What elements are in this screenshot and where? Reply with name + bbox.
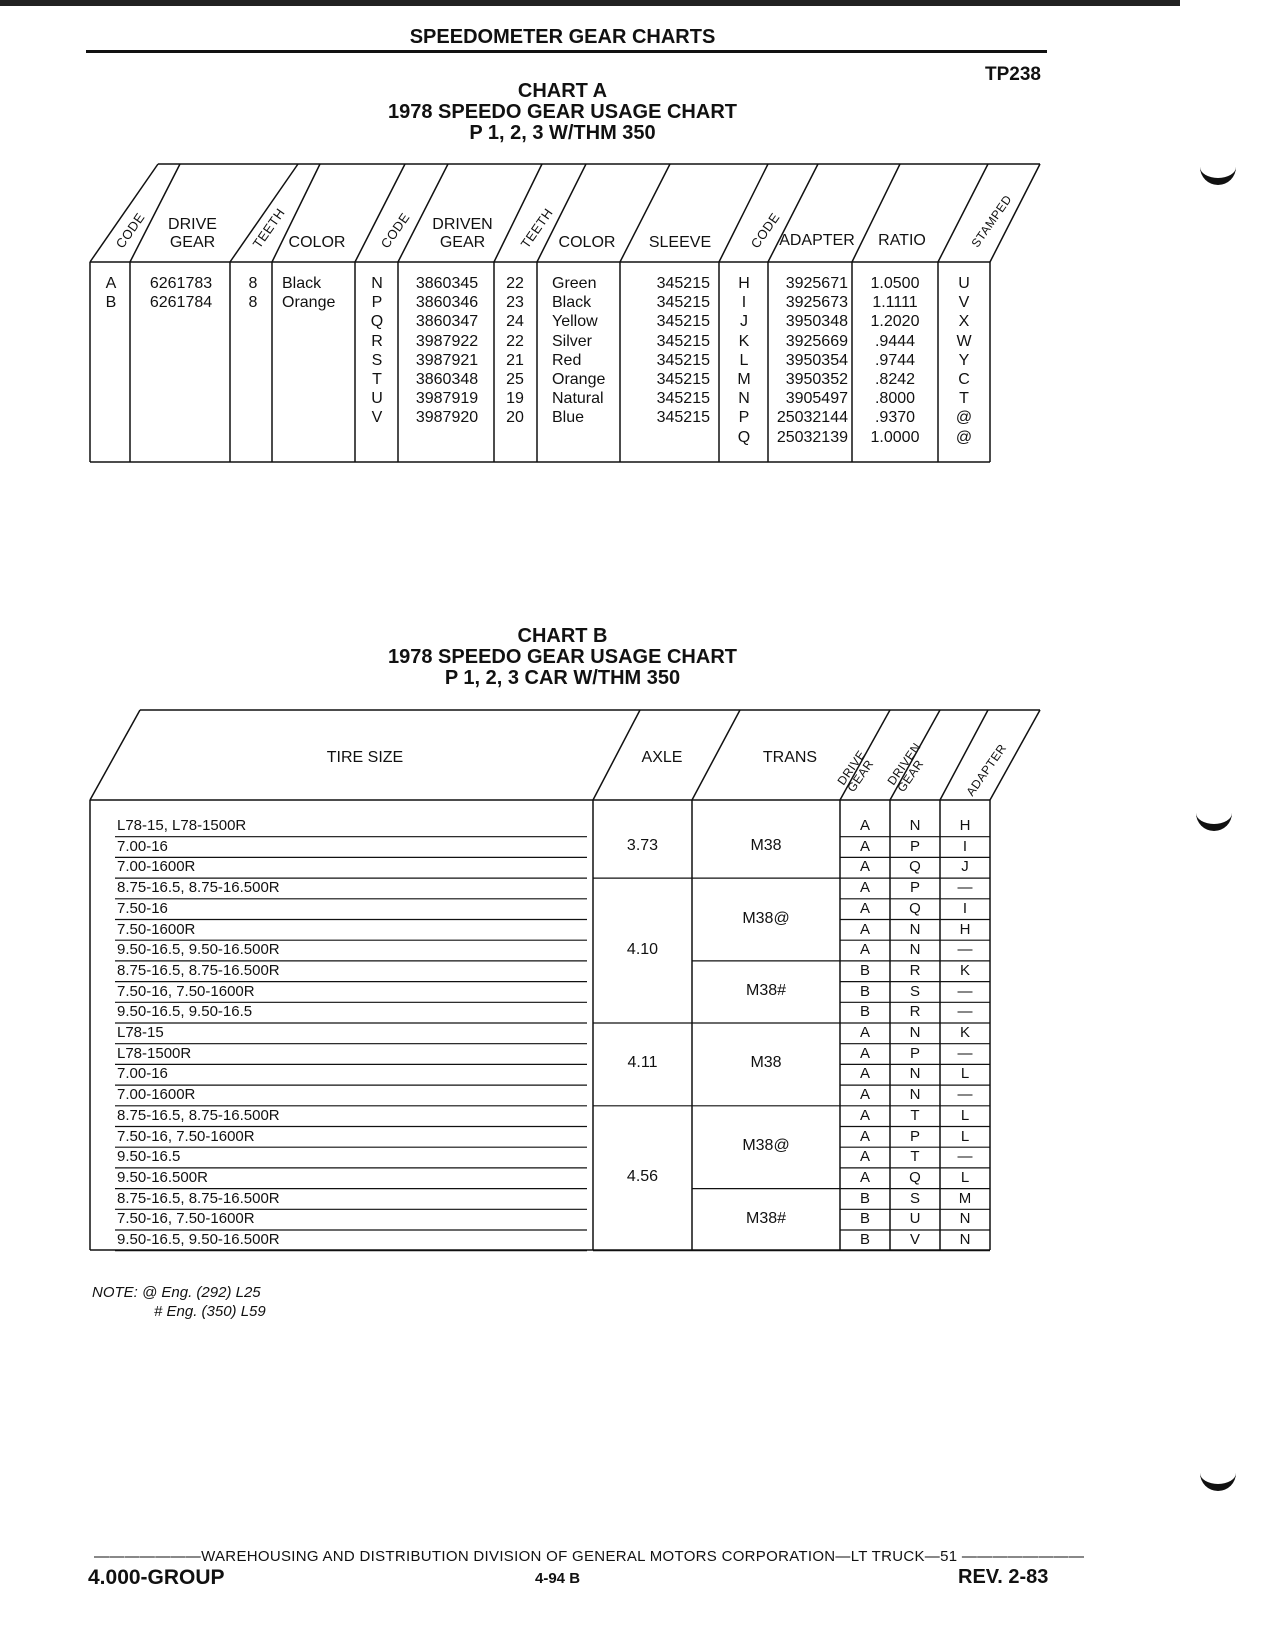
table-row-tire-size: L78-1500R: [117, 1044, 192, 1062]
table-cell-adapter: —: [957, 1003, 973, 1021]
chart-b-subtitle-1: 1978 SPEEDO GEAR USAGE CHART: [388, 646, 737, 668]
table-row-tire-size: 8.75-16.5, 8.75-16.500R: [117, 879, 280, 897]
chart-b-header-axle: AXLE: [641, 749, 683, 766]
table-cell-adapter: N: [959, 1210, 971, 1228]
footer-rev: REV. 2-83: [958, 1566, 1049, 1588]
trans-group: M38#: [745, 981, 787, 999]
table-cell-drive: A: [859, 1044, 870, 1062]
chart-a-header-code-drive: CODE: [112, 209, 148, 251]
table-cell-adapter: L: [960, 1106, 970, 1124]
table-cell-drive: A: [859, 858, 870, 876]
chart-b-header-drive-gear: DRIVE GEAR: [834, 747, 877, 795]
trans-group: M38@: [742, 909, 790, 927]
table-row-tire-size: 7.50-16, 7.50-1600R: [117, 1210, 255, 1228]
table-cell-adapter: M: [958, 1189, 972, 1207]
table-cell-drive: B: [859, 982, 870, 1000]
table-cell-adapter: —: [957, 1044, 973, 1062]
chart-a-header-ratio: RATIO: [878, 232, 926, 249]
table-cell-drive: B: [859, 1003, 870, 1021]
trans-group: M38#: [745, 1209, 787, 1227]
page-title: SPEEDOMETER GEAR CHARTS: [409, 26, 716, 48]
table-cell-adapter: K: [959, 1024, 970, 1041]
table-cell-driven: T: [910, 1148, 920, 1166]
table-row-tire-size: 7.00-1600R: [117, 1086, 196, 1104]
chart-b-subtitle-2: P 1, 2, 3 CAR W/THM 350: [444, 667, 681, 689]
table-cell-adapter: L: [960, 1168, 970, 1186]
chart-a-header-teeth-driven: TEETH: [517, 205, 556, 251]
chart-a-header-adapter: ADAPTER: [779, 232, 855, 249]
chart-a-drive-teeth: 8 8: [248, 275, 258, 312]
table-row-tire-size: 9.50-16.5, 9.50-16.500R: [117, 1231, 280, 1248]
table-cell-driven: S: [909, 982, 920, 1000]
chart-a-sleeve: 345215 345215 345215 345215 345215 345215 345215 345215: [656, 275, 710, 427]
table-cell-driven: R: [909, 1003, 921, 1021]
table-cell-adapter: L: [960, 1127, 970, 1145]
table-row-tire-size: 9.50-16.5, 9.50-16.5: [117, 1003, 253, 1021]
table-cell-driven: N: [909, 1065, 921, 1083]
trans-group: M38: [750, 1054, 782, 1072]
chart-b-header-trans: TRANS: [762, 749, 818, 766]
table-cell-driven: P: [909, 1127, 920, 1145]
table-cell-driven: N: [909, 817, 921, 834]
table-cell-drive: A: [859, 1148, 870, 1166]
table-cell-driven: Q: [909, 1168, 921, 1186]
table-row-tire-size: 8.75-16.5, 8.75-16.500R: [117, 1189, 280, 1207]
chart-a-ratio: 1.0500 1.1111 1.2020 .9444 .9744 .8242 .8000 .9370 1.0000: [870, 275, 920, 446]
table-cell-drive: A: [859, 837, 870, 855]
table-cell-driven: T: [910, 1106, 920, 1124]
chart-a-header-color-driven: COLOR: [558, 234, 616, 251]
chart-a-header-teeth-drive: TEETH: [249, 205, 288, 251]
trans-group: M38@: [742, 1137, 790, 1155]
chart-b-header-adapter: ADAPTER: [963, 741, 1010, 799]
table-row-tire-size: L78-15, L78-1500R: [117, 817, 247, 834]
table-cell-driven: Q: [909, 858, 921, 876]
axle-group: 4.11: [627, 1054, 658, 1072]
table-row-tire-size: 9.50-16.500R: [117, 1168, 208, 1186]
chart-a-header-code-driven: CODE: [377, 209, 413, 251]
table-cell-drive: B: [859, 961, 870, 979]
chart-a-header-stamped: STAMPED: [968, 192, 1015, 250]
table-row-tire-size: L78-15: [117, 1024, 164, 1041]
chart-a-adapter-code: H I J K L M N P Q: [737, 275, 751, 446]
table-cell-driven: P: [909, 1044, 920, 1062]
table-row-tire-size: 9.50-16.5, 9.50-16.500R: [117, 941, 280, 959]
table-cell-drive: A: [859, 1168, 870, 1186]
table-cell-adapter: I: [962, 899, 968, 917]
doc-code: TP238: [985, 64, 1041, 85]
table-cell-drive: B: [859, 1210, 870, 1228]
table-cell-drive: A: [859, 920, 870, 938]
table-cell-drive: A: [859, 899, 870, 917]
chart-a-driven-teeth: 22 23 24 22 21 25 19 20: [506, 275, 524, 427]
chart-a-header-sleeve: SLEEVE: [648, 234, 712, 251]
table-cell-drive: A: [859, 1086, 870, 1104]
table-cell-adapter: I: [962, 837, 968, 855]
chart-a-driven-color: Green Black Yellow Silver Red Orange Natural Blue: [552, 275, 606, 427]
chart-b-header-tire-size: TIRE SIZE: [326, 749, 404, 766]
table-cell-adapter: N: [959, 1231, 971, 1248]
chart-b-title: CHART B: [517, 625, 608, 647]
trans-group: M38: [750, 837, 782, 855]
table-row-tire-size: 7.50-16: [117, 899, 168, 917]
chart-a-header-driven-gear: DRIVEN GEAR: [432, 216, 493, 251]
table-cell-drive: A: [859, 817, 870, 834]
chart-a-header-code-adapter: CODE: [747, 209, 783, 251]
table-cell-driven: Q: [909, 899, 921, 917]
note-line-2: # Eng. (350) L59: [154, 1303, 266, 1320]
chart-a-driven-code: N P Q R S T U V: [370, 275, 384, 427]
table-cell-drive: A: [859, 1106, 870, 1124]
table-cell-adapter: K: [959, 961, 970, 979]
table-cell-drive: A: [859, 941, 870, 959]
table-row-tire-size: 7.00-16: [117, 837, 168, 855]
chart-a-adapter-part: 3925671 3925673 3950348 3925669 3950354 3950352 3905497 25032144 25032139: [776, 275, 848, 446]
table-cell-adapter: —: [957, 941, 973, 959]
table-cell-adapter: L: [960, 1065, 970, 1083]
table-cell-adapter: J: [961, 858, 969, 876]
table-cell-driven: R: [909, 961, 921, 979]
table-row-tire-size: 8.75-16.5, 8.75-16.500R: [117, 1106, 280, 1124]
chart-a-subtitle-1: 1978 SPEEDO GEAR USAGE CHART: [388, 101, 737, 123]
table-row-tire-size: 7.00-1600R: [117, 858, 196, 876]
table-cell-drive: A: [859, 1024, 870, 1041]
footer-line: ———————WAREHOUSING AND DISTRIBUTION DIVISION OF GENERAL MOTORS CORPORATION—LT TRUCK—51 ————————: [94, 1548, 1085, 1565]
table-cell-adapter: —: [957, 1148, 973, 1166]
chart-a-title: CHART A: [517, 80, 608, 102]
table-cell-driven: P: [909, 879, 920, 897]
chart-b-header-driven-gear: DRIVEN GEAR: [884, 740, 927, 795]
table-cell-driven: S: [909, 1189, 920, 1207]
table-cell-driven: N: [909, 920, 921, 938]
chart-a-driven-part: 3860345 3860346 3860347 3987922 3987921 3860348 3987919 3987920: [415, 275, 479, 427]
table-cell-driven: N: [909, 1024, 921, 1041]
chart-a-drive-part: 6261783 6261784: [149, 275, 213, 312]
table-row-tire-size: 9.50-16.5: [117, 1148, 181, 1166]
table-cell-adapter: —: [957, 1086, 973, 1104]
table-row-tire-size: 7.50-16, 7.50-1600R: [117, 1127, 255, 1145]
table-row-tire-size: 7.50-16, 7.50-1600R: [117, 982, 255, 1000]
note-line-1: NOTE: @ Eng. (292) L25: [92, 1284, 261, 1301]
table-row-tire-size: 8.75-16.5, 8.75-16.500R: [117, 961, 280, 979]
chart-a-subtitle-2: P 1, 2, 3 W/THM 350: [469, 122, 656, 144]
axle-group: 3.73: [626, 837, 659, 855]
table-cell-drive: A: [859, 1065, 870, 1083]
table-cell-driven: P: [909, 837, 920, 855]
table-cell-drive: B: [859, 1231, 870, 1248]
table-cell-drive: A: [859, 1127, 870, 1145]
chart-a-stamped: U V X W Y C T @ @: [955, 275, 973, 446]
axle-group: 4.10: [626, 940, 659, 958]
footer-group: 4.000-GROUP: [88, 1566, 225, 1589]
table-cell-driven: N: [909, 941, 921, 959]
table-cell-drive: A: [859, 879, 870, 897]
table-row-tire-size: 7.50-1600R: [117, 920, 196, 938]
table-cell-driven: U: [909, 1210, 921, 1228]
axle-group: 4.56: [626, 1168, 659, 1186]
table-cell-adapter: —: [957, 879, 973, 897]
chart-a-drive-color: Black Orange: [282, 275, 336, 312]
chart-a-drive-code: A B: [105, 275, 117, 312]
chart-a-header-color-drive: COLOR: [288, 234, 346, 251]
table-cell-driven: N: [909, 1086, 921, 1104]
table-cell-adapter: H: [959, 817, 971, 834]
chart-a-header-drive-gear: DRIVE GEAR: [168, 216, 217, 251]
table-cell-adapter: —: [957, 982, 973, 1000]
table-cell-drive: B: [859, 1189, 870, 1207]
table-cell-adapter: H: [959, 920, 971, 938]
footer-page: 4-94 B: [535, 1570, 581, 1587]
table-cell-driven: V: [909, 1231, 920, 1248]
table-row-tire-size: 7.00-16: [117, 1065, 168, 1083]
